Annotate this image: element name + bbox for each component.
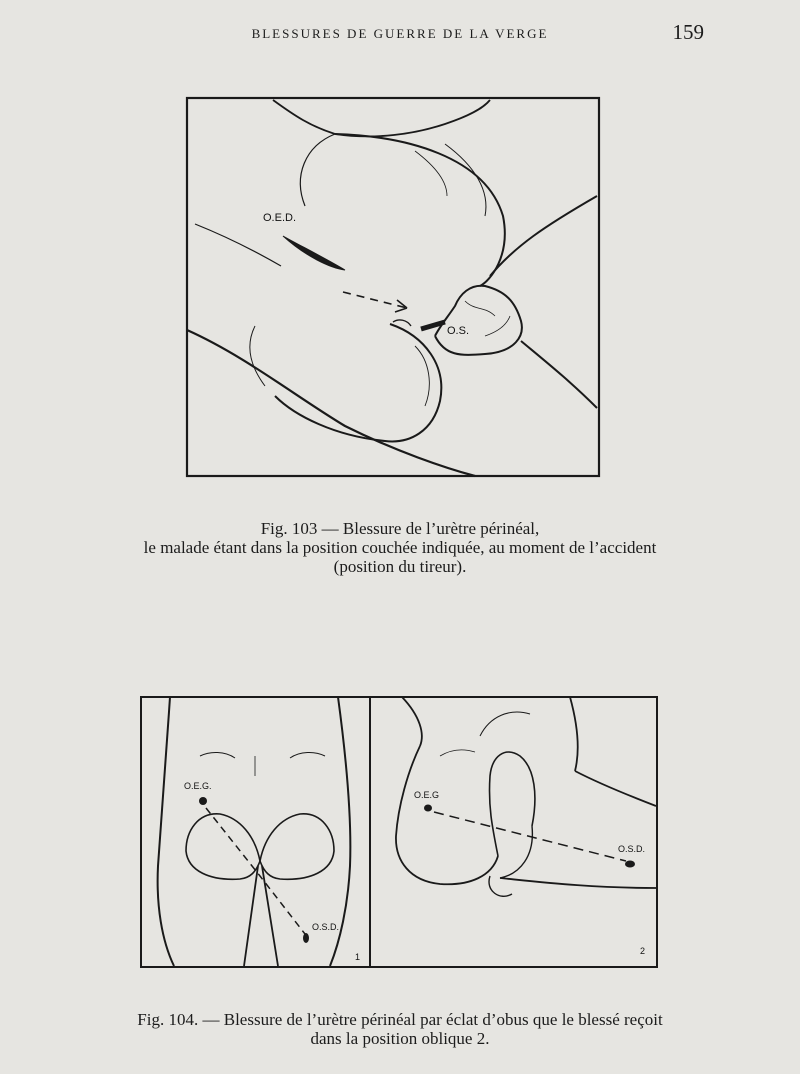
figure-104-panel-1	[158, 697, 360, 966]
figure-103-caption-line-2: le malade étant dans la position couchée indiquée, au moment de l’accident	[143, 538, 657, 557]
figure-103-frame	[187, 98, 599, 476]
figure-104-panel-2-label-entry: O.E.G	[414, 790, 440, 800]
figure-103-caption-line-1: Fig. 103 — Blessure de l’urètre périnéal,	[260, 519, 540, 538]
figure-104-caption-line-1: Fig. 104. — Blessure de l’urètre périnéal par éclat d’obus que le blessé reçoit	[137, 1010, 663, 1029]
figure-104-frame	[141, 697, 657, 967]
page-number: 159	[672, 20, 704, 44]
figure-104-caption	[0, 1010, 800, 1048]
figure-103-exit-wound	[421, 322, 445, 329]
figure-104-panel-2-entry-wound	[424, 805, 432, 812]
figure-103-label-exit: O.S.	[447, 325, 470, 337]
figure-104-drawing	[140, 696, 658, 968]
figure-104-panel-1-number: 1	[355, 952, 361, 962]
figure-104-panel-1-label-exit: O.S.D.	[312, 922, 340, 932]
figure-103-label-entry: O.E.D.	[263, 212, 297, 224]
figure-104-panel-1-exit-wound	[303, 933, 309, 943]
figure-103-lower-buttock	[275, 324, 441, 441]
figure-103-illustration	[185, 96, 601, 478]
figure-104-panel-1-label-entry: O.E.G.	[184, 781, 212, 791]
running-title: BLESSURES DE GUERRE DE LA VERGE	[251, 26, 549, 41]
figure-104-panel-2-exit-wound	[625, 861, 635, 868]
figure-103-buttock-contour	[335, 134, 505, 286]
figure-103-caption	[0, 519, 800, 576]
figure-104-caption-line-2: dans la position oblique 2.	[310, 1029, 490, 1048]
figure-103-scrotum	[435, 286, 522, 355]
figure-104-panel-1-entry-wound	[199, 797, 207, 805]
figure-104-panel-2	[396, 697, 656, 956]
figure-104-panel-2-label-exit: O.S.D.	[618, 844, 646, 854]
figure-103-drawing	[185, 96, 601, 478]
figure-103-caption-line-3: (position du tireur).	[333, 557, 467, 576]
figure-103-upper-contour	[273, 100, 490, 136]
figure-104-panel-2-number: 2	[640, 946, 646, 956]
figure-103-entry-wound	[283, 236, 345, 270]
figure-104-illustration	[140, 696, 658, 968]
figure-104-panel-2-trajectory	[434, 812, 626, 861]
